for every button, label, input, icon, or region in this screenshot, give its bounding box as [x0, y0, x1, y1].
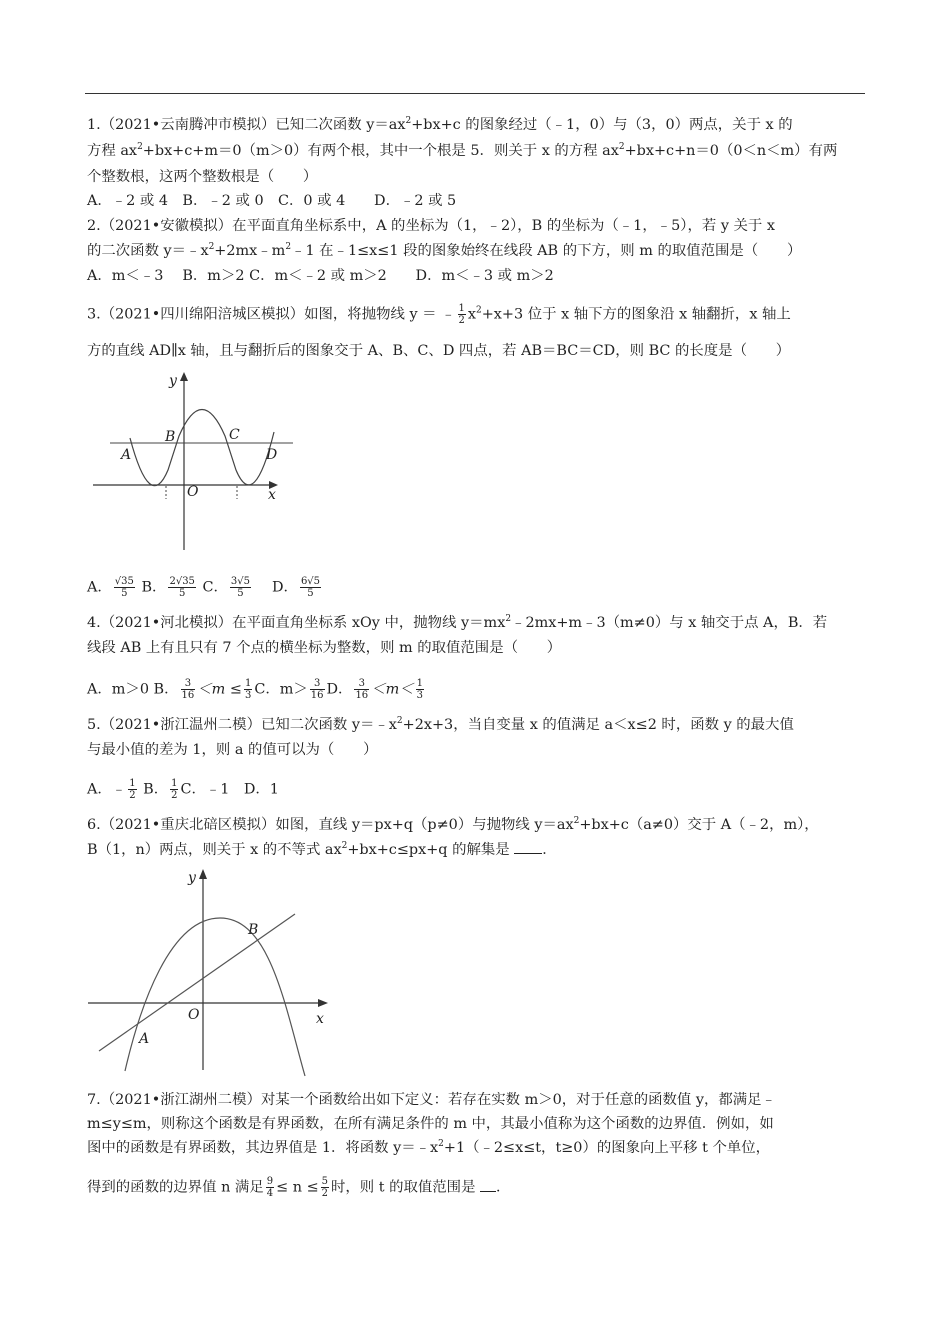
q7-line2: m≤y≤m，则称这个函数是有界函数，在所有满足条件的 m 中，其最小值称为这个函数的边界值．例如，如 [87, 1116, 774, 1132]
q4-options: A．m＞0 B． $\frac{3}{16}$ ＜m ≤ $\frac{1}{3}$ C．m＞ $\frac{3}{16}$ D． $\frac{3}{16}$ ＜m＜ $\frac{1}{3}$ [87, 678, 423, 701]
svg-text:C: C [229, 427, 240, 443]
svg-text:A: A [121, 447, 132, 463]
q4-line1: 4.（2021•河北模拟）在平面直角坐标系 xOy 中，抛物线 $y=mx^2﹣2mx+m﹣3(m\ne 0)$与 x 轴交于点 A，B．若 [87, 614, 828, 631]
top-rule [85, 93, 865, 94]
q3-line2: 方的直线 AD∥x 轴，且与翻折后的图象交于 A、B、C、D 四点，若 AB＝BC＝CD，则 BC 的长度是（ ） [87, 343, 791, 359]
svg-text:O: O [188, 1007, 200, 1023]
figure-q3-graph [88, 368, 298, 553]
frac-half: $\frac{1}{2}$ [458, 303, 465, 326]
q1-line2: 方程 $ax^2+bx+c+m=0(m>0)$有两个根，其中一个根是 5．则关于 x 的方程 $ax^2+bx+c+n=0(0<n<m)$有两 [87, 142, 838, 159]
svg-text:D: D [266, 447, 278, 463]
q5-line2: 与最小值的差为 1，则 a 的值可以为（ ） [87, 742, 378, 758]
q7-line3: 图中的函数是有界函数，其边界值是 1．将函数 $y=﹣x^2+1(﹣2\le x\le t$，t≥0）的图象向上平移 t 个单位， [87, 1139, 771, 1156]
q5-options: A．﹣ $\frac{1}{2}$ B． $\frac{1}{2}$ C．﹣1 D．1 [87, 778, 279, 801]
q2-line1: 2.（2021•安徽模拟）在平面直角坐标系中，A 的坐标为（1，﹣2），B 的坐标为（﹣1，﹣5），若 y 关于 x [87, 218, 775, 234]
q3-options: A． $\frac{√35}{5}$ B． $\frac{2√35}{5}$ C． $\frac{3√5}{5}$ D． $\frac{6√5}{5}$ [87, 576, 321, 599]
svg-text:y: y [188, 870, 196, 886]
svg-text:O: O [187, 484, 199, 500]
q6-answer-blank[interactable] [514, 841, 542, 854]
svg-text:B: B [165, 429, 176, 445]
q7-line4: 得到的函数的边界值 n 满足 $\frac{9}{4}$ ≤ n ≤ $\frac{5}{2}$ 时，则 t 的取值范围是 ． [87, 1176, 511, 1199]
svg-text:x: x [316, 1011, 324, 1027]
q7-line1: 7.（2021•浙江湖州二模）对某一个函数给出如下定义：若存在实数 m＞0，对于任意的函数值 y，都满足﹣ [87, 1092, 776, 1108]
q5-line1: 5.（2021•浙江温州二模）已知二次函数 $y=﹣x^2+2x+3$，当自变量 x 的值满足 a＜x≤2 时，函数 y 的最大值 [87, 716, 794, 733]
q2-line2: 的二次函数 $y=﹣x^2+2mx﹣m^2﹣1$ 在﹣1≤x≤1 段的图象始终在线段 AB 的下方，则 m 的取值范围是（ ） [87, 242, 802, 259]
q6-line1: 6.（2021•重庆北碚区模拟）如图，直线 y＝px+q（p≠0）与抛物线 $y=ax^2+bx+c(a\ne 0)$交于 A（﹣2，m）， [87, 816, 819, 833]
q1-line1: 1.（2021•云南腾冲市模拟）已知二次函数 $y=ax^2+bx+c$ 的图象经过（﹣1，0）与（3，0）两点，关于 x 的 [87, 116, 793, 133]
q3-line1: 3.（2021•四川绵阳涪城区模拟）如图，将抛物线 y ＝ ﹣ $\frac{1}{2}$ $x^2+x+3$ 位于 x 轴下方的图象沿 x 轴翻折，x 轴上 [87, 303, 791, 326]
svg-text:B: B [248, 922, 259, 938]
svg-text:x: x [268, 487, 276, 503]
svg-text:A: A [139, 1031, 150, 1047]
q6-line2: B（1，n）两点，则关于 x 的不等式 $ax^2+bx+c\le px+q$ 的解集是 ． [87, 841, 557, 858]
figure-q6-graph [85, 866, 335, 1076]
q7-answer-blank[interactable] [480, 1179, 496, 1192]
svg-text:y: y [169, 373, 177, 389]
q4-line2: 线段 AB 上有且只有 7 个点的横坐标为整数，则 m 的取值范围是（ ） [87, 640, 562, 656]
q1-options: A．﹣2 或 4 B．﹣2 或 0 C．0 或 4 D．﹣2 或 5 [87, 193, 457, 209]
q1-line3: 个整数根，这两个整数根是（ ） [87, 169, 318, 185]
q2-options: A．m＜﹣3 B．m＞2 C．m＜﹣2 或 m＞2 D．m＜﹣3 或 m＞2 [87, 268, 554, 284]
